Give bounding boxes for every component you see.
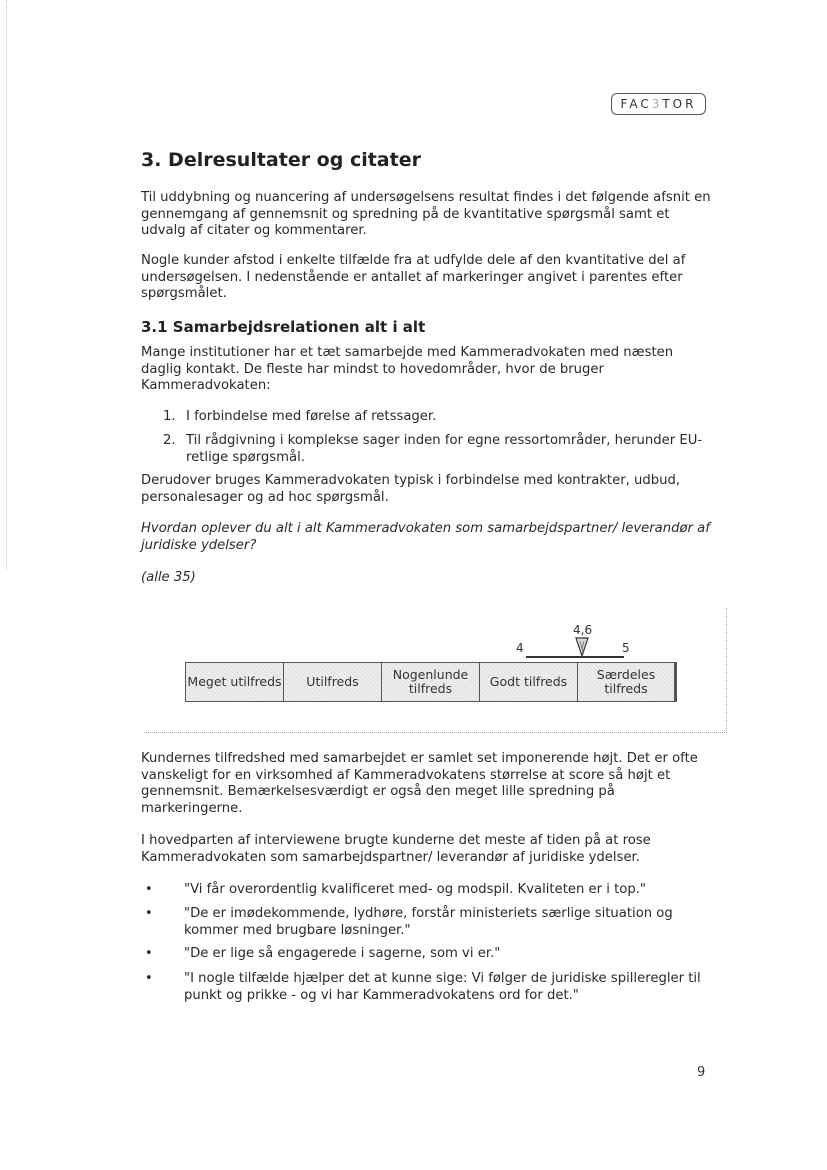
quote-item [145, 946, 703, 963]
scale-cell-meget-utilfreds: Meget utilfreds [186, 663, 284, 701]
bullet-icon: • [145, 946, 153, 961]
bullet-icon: • [145, 906, 153, 921]
bullet-icon: • [145, 971, 153, 986]
section-title: 3. Delresultater og citater [141, 149, 421, 171]
results-paragraph: Kundernes tilfredshed med samarbejdet er samlet set imponerende højt. Det er ofte vanskeligt for en virksomhed af Kammeradvokatens størrelse at score så højt et gennemsnit. Bemærkelsesværdigt er også den meget lille spredning på markeringerne. [141, 751, 698, 816]
list-item-number: 2. [163, 433, 176, 448]
quote-text: "De er imødekommende, lydhøre, forstår ministeriets særlige situation og kommer med brugbare løsninger." [184, 906, 673, 938]
scale-cell-godt-tilfreds: Godt tilfreds [480, 663, 578, 701]
satisfaction-scale [185, 662, 677, 702]
section-note-paragraph: Nogle kunder afstod i enkelte tilfælde fra at udfylde dele af den kvantitative del af undersøgelsen. I nedenstående er antallet af markeringer angivet i parentes efter spørgsmålet. [141, 253, 686, 301]
survey-question: Hvordan oplever du alt i alt Kammeradvokaten som samarbejdspartner/ leverandør af juridiske ydelser? [141, 521, 710, 553]
mean-label: 4,6 [573, 623, 593, 637]
mean-marker-icon [575, 637, 589, 657]
page-number: 9 [697, 1065, 706, 1080]
scale-cell-utilfreds: Utilfreds [284, 663, 382, 701]
after-list-paragraph: Derudover bruges Kammeradvokaten typisk i forbindelse med kontrakter, udbud, personalesager og ad hoc spørgsmål. [141, 473, 681, 505]
quote-item [145, 882, 703, 899]
list-item-text: I forbindelse med førelse af retssager. [186, 409, 437, 424]
spread-low-label: 4 [516, 641, 524, 655]
subsection-intro-paragraph: Mange institutioner har et tæt samarbejde med Kammeradvokaten med næsten daglig kontakt. De fleste har mindst to hovedområder, hvor de bruger Kammeradvokaten: [141, 345, 674, 393]
scale-cell-nogenlunde-tilfreds: Nogenlunde tilfreds [382, 663, 480, 701]
quote-text: "De er lige så engagerede i sagerne, som vi er." [184, 946, 501, 961]
quote-text: "I nogle tilfælde hjælper det at kunne sige: Vi følger de juridiske spilleregler til punkt og prikke - og vi har Kammeradvokatens ord for det." [184, 971, 701, 1003]
respondent-count: (alle 35) [141, 570, 196, 585]
section-intro-paragraph: Til uddybning og nuancering af undersøgelsens resultat findes i det følgende afsnit en gennemgang af gennemsnit og spredning på de kvantitative spørgsmål samt et udvalg af citater og kommentarer. [141, 190, 711, 238]
list-item [163, 433, 703, 466]
quote-item [145, 906, 703, 939]
list-item-text: Til rådgivning i komplekse sager inden for egne ressortområder, herunder EU-retlige spørgsmål. [186, 433, 703, 465]
subsection-title: 3.1 Samarbejdsrelationen alt i alt [141, 318, 426, 336]
list-item [163, 409, 703, 426]
quote-text: "Vi får overordentlig kvalificeret med- og modspil. Kvaliteten er i top." [184, 882, 646, 897]
scan-edge-line [6, 0, 7, 570]
spread-high-label: 5 [622, 641, 630, 655]
factor-logo: FAC3TOR [611, 93, 706, 115]
bullet-icon: • [145, 882, 153, 897]
list-item-number: 1. [163, 409, 176, 424]
praise-paragraph: I hovedparten af interviewene brugte kunderne det meste af tiden på at rose Kammeradvokaten som samarbejdspartner/ leverandør af juridiske ydelser. [141, 833, 651, 865]
scale-cell-saerdeles-tilfreds: Særdeles tilfreds [578, 663, 676, 701]
quote-item [145, 971, 703, 1004]
